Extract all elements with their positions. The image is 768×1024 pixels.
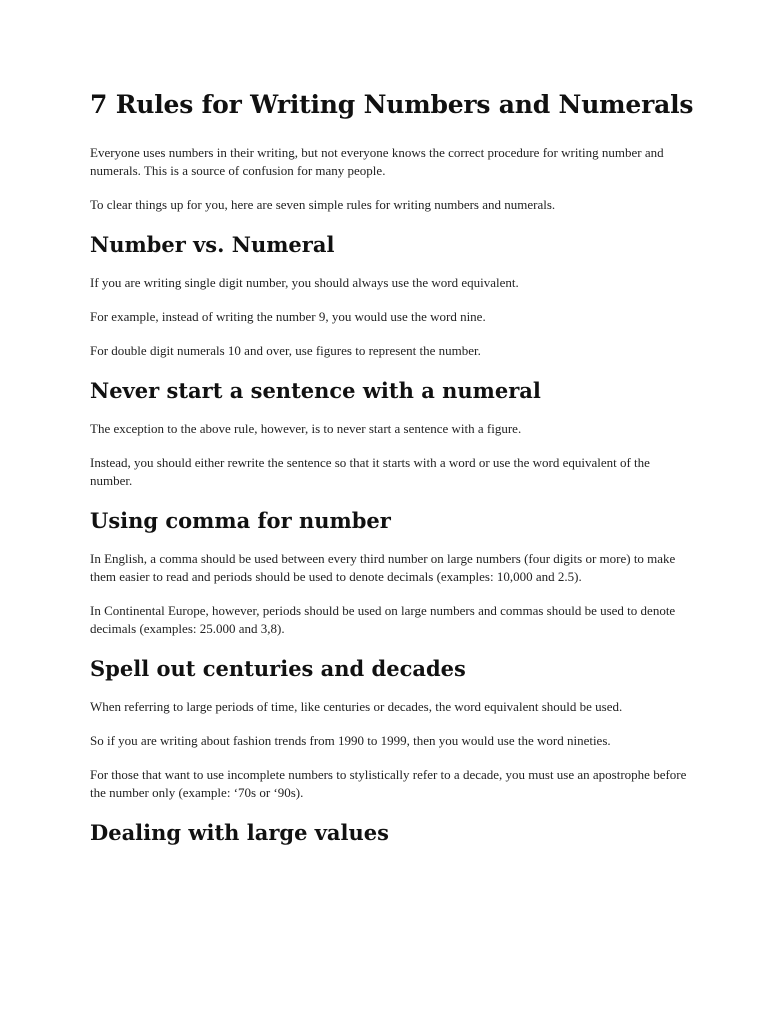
section-number-vs-numeral	[90, 230, 690, 360]
section-paragraph: Instead, you should either rewrite the sentence so that it starts with a word or use the word equivalent of the number.	[90, 455, 650, 488]
section-using-comma	[90, 506, 690, 638]
section-heading: Never start a sentence with a numeral	[90, 378, 541, 403]
section-large-values	[90, 818, 690, 848]
intro-paragraph-2: To clear things up for you, here are seven simple rules for writing numbers and numerals.	[90, 197, 556, 212]
section-paragraph: When referring to large periods of time, like centuries or decades, the word equivalent should be used.	[90, 699, 623, 714]
section-paragraph: The exception to the above rule, however, is to never start a sentence with a figure.	[90, 421, 522, 436]
document-title: 7 Rules for Writing Numbers and Numerals	[90, 90, 694, 119]
section-paragraph: For example, instead of writing the number 9, you would use the word nine.	[90, 309, 486, 324]
section-heading: Using comma for number	[90, 508, 391, 533]
intro-paragraph-1: Everyone uses numbers in their writing, but not everyone knows the correct procedure for writing number and numerals. This is a source of confusion for many people.	[90, 145, 664, 178]
document-page	[90, 88, 694, 862]
section-paragraph: If you are writing single digit number, you should always use the word equivalent.	[90, 275, 519, 290]
section-paragraph: For those that want to use incomplete numbers to stylistically refer to a decade, you must use an apostrophe before the number only (example: ‘70s or ‘90s).	[90, 767, 687, 800]
section-centuries-decades	[90, 654, 690, 802]
section-heading: Dealing with large values	[90, 820, 389, 845]
section-paragraph: In English, a comma should be used between every third number on large numbers (four digits or more) to make them easier to read and periods should be used to denote decimals (examples: 10,000 and 2.5).	[90, 551, 676, 584]
section-paragraph: So if you are writing about fashion trends from 1990 to 1999, then you would use the word nineties.	[90, 733, 611, 748]
section-heading: Number vs. Numeral	[90, 232, 335, 257]
section-never-start-sentence	[90, 376, 690, 490]
section-heading: Spell out centuries and decades	[90, 656, 466, 681]
section-paragraph: For double digit numerals 10 and over, use figures to represent the number.	[90, 343, 481, 358]
section-paragraph: In Continental Europe, however, periods should be used on large numbers and commas should be used to denote decimals (examples: 25.000 and 3,8).	[90, 603, 676, 636]
